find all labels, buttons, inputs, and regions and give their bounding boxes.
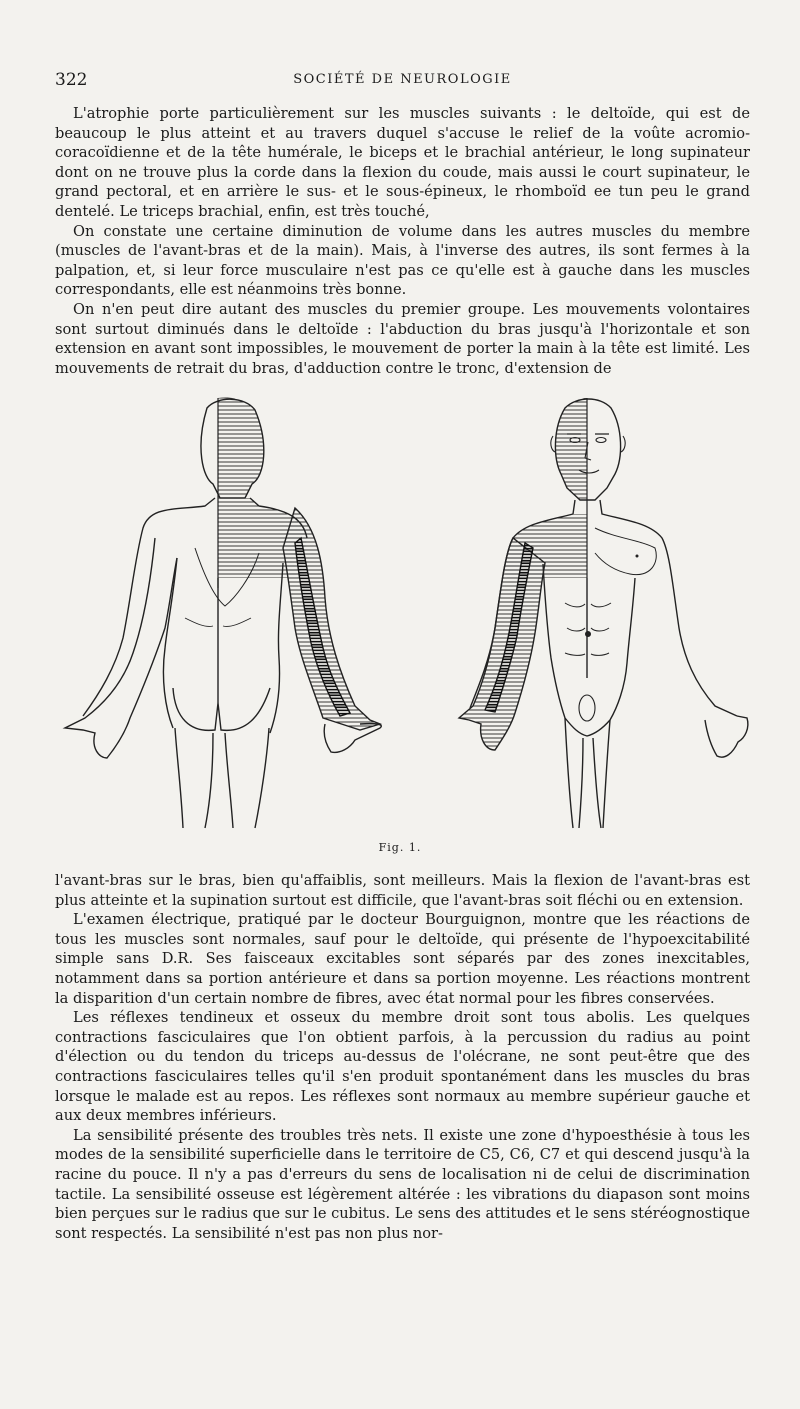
paragraph: On n'en peut dire autant des muscles du premier groupe. Les mouvements volontaires sont surtout diminués dans le deltoïde : l'abduction du bras jusqu'à l'horizontale et son extension en avant sont impossibles, le mouvement de porter la main à la tête est limité. Les mouvements de retrait du bras, d'adduction contre le tronc, d'extension de	[55, 300, 750, 377]
text-block-top	[55, 104, 750, 378]
text-block-bottom	[55, 871, 750, 1243]
paragraph: L'atrophie porte particulièrement sur les muscles suivants : le deltoïde, qui est de beaucoup le plus atteint et au travers duquel s'accuse le relief de la voûte acromio-coracoïdienne et de la tête humérale, le biceps et le brachial antérieur, le long supinateur dont on ne trouve plus la corde dans la flexion du coude, mais aussi le court supinateur, le grand pectoral, et en arrière le sus- et le sous-épineux, le rhomboïd ee tun peu le grand dentelé. Le triceps brachial, enfin, est très touché,	[55, 105, 750, 220]
paragraph: La sensibilité présente des troubles très nets. Il existe une zone d'hypoesthésie à tous les modes de la sensibilité superficielle dans le territoire de C5, C6, C7 et qui descend jusqu'à la racine du pouce. Il n'y a pas d'erreurs du sens de localisation ni de celui de discrimination tactile. La sensibilité osseuse est légèrement altérée : les vibrations du diapason sont moins bien perçues sur le radius que sur le cubitus. Le sens des attitudes et le sens stéréognostique sont respectés. La sensibilité n'est pas non plus nor-	[55, 1126, 750, 1242]
page-header	[55, 70, 750, 92]
figure-caption: Fig. 1.	[378, 841, 422, 854]
paragraph: Les réflexes tendineux et osseux du membre droit sont tous abolis. Les quelques contractions fasciculaires que l'on obtient parfois, à la percussion du radius au point d'élection ou du tendon du triceps au-dessus de l'olécrane, ne sont peut-être que des contractions fasciculaires telles qu'il s'en produit spontanément dans les muscles du bras lorsque le malade est au repos. Les réflexes sont normaux au membre supérieur gauche et aux deux membres inférieurs.	[55, 1009, 750, 1125]
paragraph: L'examen électrique, pratiqué par le docteur Bourguignon, montre que les réactions de tous les muscles sont normales, sauf pour le deltoïde, qui présente de l'hypoexcitabilité simple sans D.R. Ses faisceaux excitables sont séparés par des zones inexcitables, notamment dans sa portion antérieure et dans sa portion moyenne. Les réactions montrent la disparition d'un certain nombre de fibres, avec état normal pour les fibres conservées.	[55, 911, 750, 1007]
running-head: SOCIÉTÉ DE NEUROLOGIE	[293, 72, 512, 87]
paragraph: l'avant-bras sur le bras, bien qu'affaiblis, sont meilleurs. Mais la flexion de l'avant-bras est plus atteinte et la supination surtout est difficile, que l'avant-bras soit fléchi ou en extension.	[55, 872, 750, 909]
anatomical-figure	[55, 388, 750, 838]
sensory-map-illustration	[55, 388, 750, 838]
paragraph: On constate une certaine diminution de volume dans les autres muscles du membre (muscles de l'avant-bras et de la main). Mais, à l'inverse des autres, ils sont fermes à la palpation, et, si leur force musculaire n'est pas ce qu'elle est à gauche dans les muscles correspondants, elle est néanmoins très bonne.	[55, 222, 750, 299]
back-view-figure	[65, 398, 381, 829]
front-view-figure	[459, 398, 748, 828]
page-number: 322	[55, 70, 88, 90]
